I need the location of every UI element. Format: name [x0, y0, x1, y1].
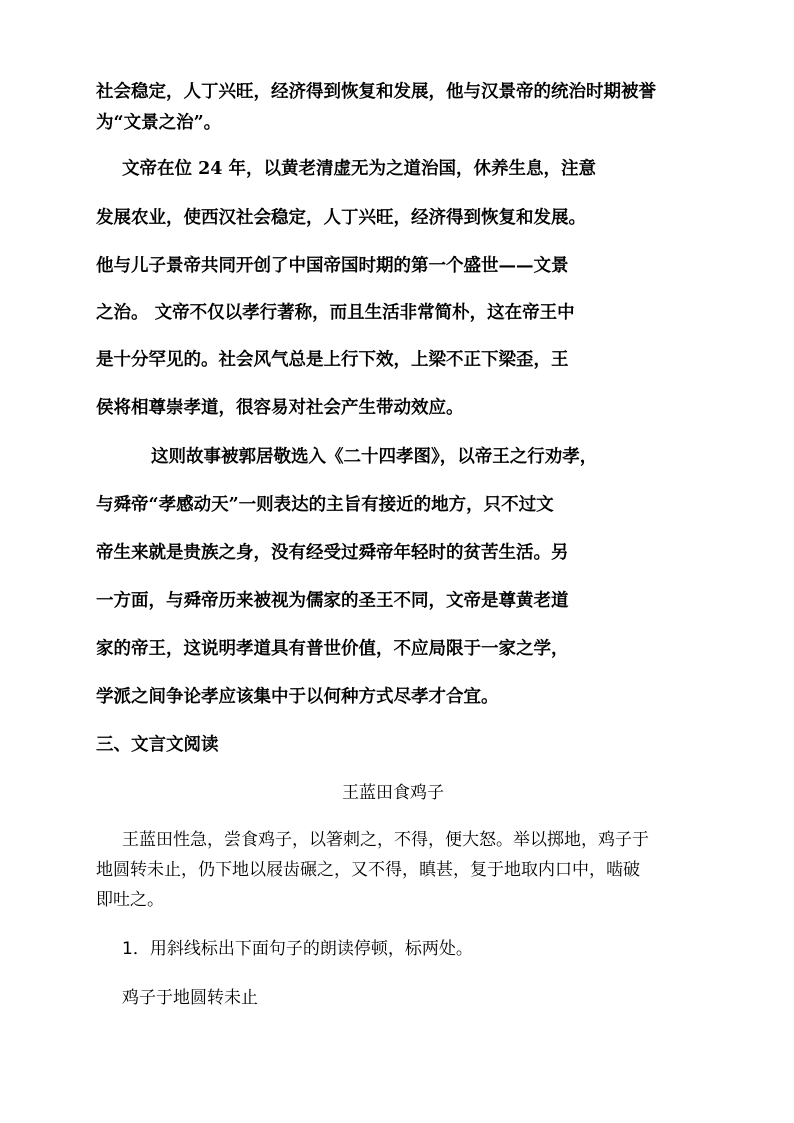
analysis2-line-5: 家的帝王，这说明孝道具有普世价值，不应局限于一家之学，: [96, 639, 569, 659]
analysis2-line-6: 学派之间争论孝应该集中于以何种方式尽孝才合宜。: [96, 687, 499, 707]
analysis2-line-3: 帝生来就是贵族之身，没有经受过舜帝年轻时的贫苦生活。另: [96, 543, 569, 563]
passage-title: 王蓝田食鸡子: [342, 783, 444, 803]
passage-line-2: 地圆转未止，仍下地以屐齿碾之，又不得，瞋甚，复于地取内口中，啮破: [96, 860, 640, 880]
analysis1-line-6: 侯将相尊崇孝道，很容易对社会产生带动效应。: [96, 398, 464, 418]
analysis1-line-3: 他与儿子景帝共同开创了中国帝国时期的第一个盛世——文景: [96, 256, 569, 276]
question-1-sentence: 鸡子于地圆转未止: [122, 988, 258, 1008]
intro-line-1: 社会稳定，人丁兴旺，经济得到恢复和发展，他与汉景帝的统治时期被誉: [96, 82, 656, 102]
analysis2-line-2: 与舜帝“孝感动天”一则表达的主旨有接近的地方，只不过文: [96, 495, 554, 515]
passage-line-1: 王蓝田性急，尝食鸡子，以箸刺之，不得，便大怒。举以掷地，鸡子于: [122, 830, 649, 850]
analysis1-line-5: 是十分罕见的。社会风气总是上行下效，上梁不正下梁歪，王: [96, 350, 569, 370]
intro-line-2: 为“文景之治”。: [96, 113, 222, 133]
analysis1-line-4: 之治。 文帝不仅以孝行著称，而且生活非常简朴，这在帝王中: [96, 303, 575, 323]
section-heading: 三、文言文阅读: [96, 735, 219, 755]
passage-line-3: 即吐之。: [96, 890, 164, 910]
question-1-prompt: 1．用斜线标出下面句子的朗读停顿，标两处。: [122, 939, 473, 959]
analysis1-line-2: 发展农业，使西汉社会稳定，人丁兴旺，经济得到恢复和发展。: [96, 208, 586, 228]
analysis1-line-1: 文帝在位 24 年，以黄老清虚无为之道治国，休养生息，注意: [122, 159, 597, 179]
analysis2-line-1: 这则故事被郭居敬选入《二十四孝图》，以帝王之行劝孝，: [151, 447, 598, 467]
analysis2-line-4: 一方面，与舜帝历来被视为儒家的圣王不同，文帝是尊黄老道: [96, 591, 569, 611]
